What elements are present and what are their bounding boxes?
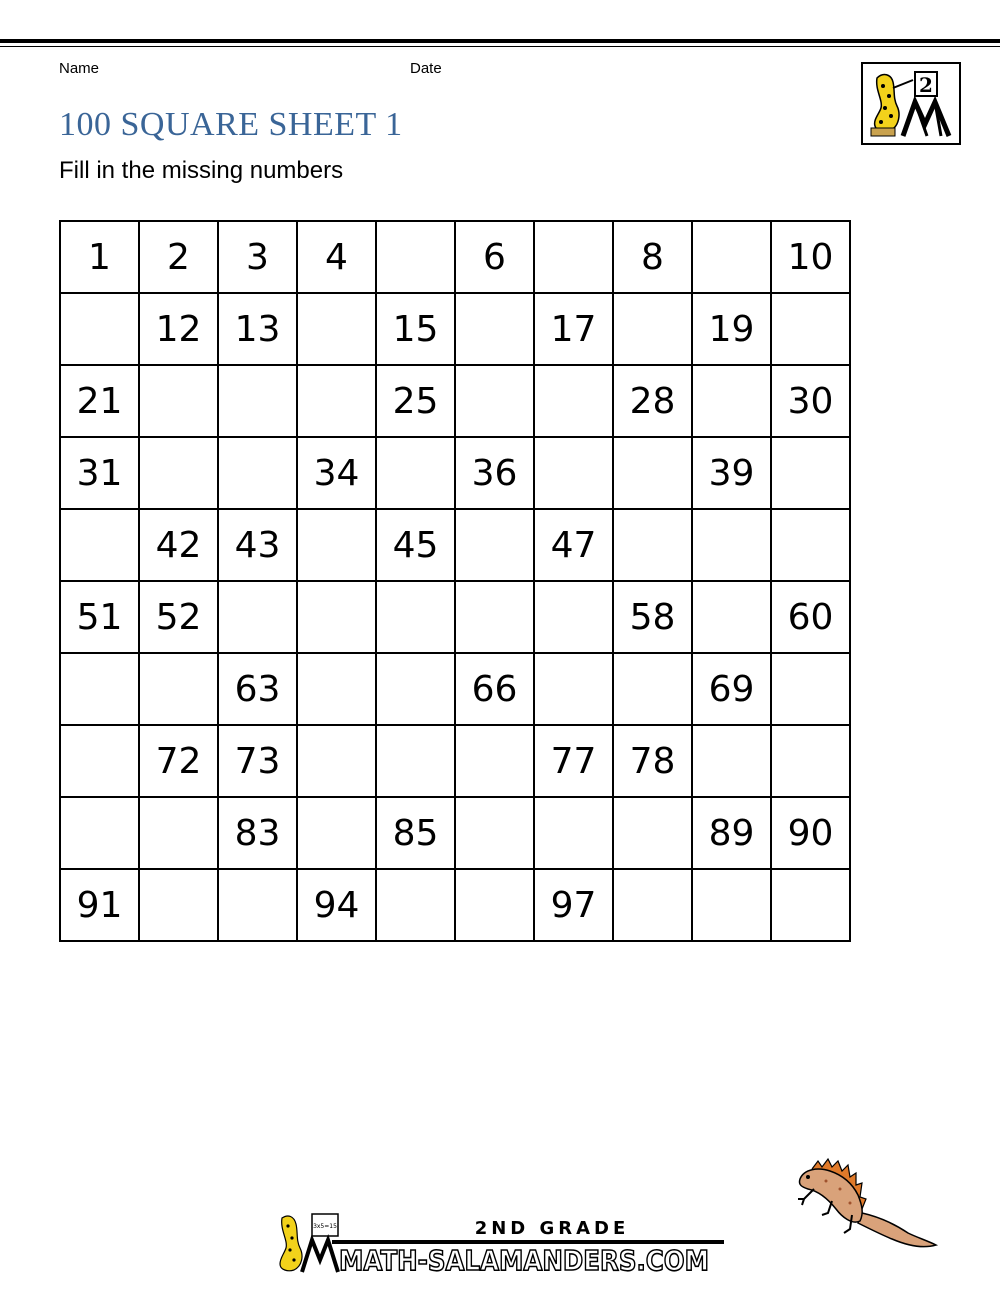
number-cell: 1 (60, 221, 139, 293)
blank-cell[interactable] (455, 725, 534, 797)
number-cell: 60 (771, 581, 850, 653)
blank-cell[interactable] (771, 653, 850, 725)
grid-body (60, 221, 850, 941)
grid-row (60, 293, 850, 365)
number-cell: 25 (376, 365, 455, 437)
number-cell: 2 (139, 221, 218, 293)
blank-cell[interactable] (455, 869, 534, 941)
grid-row (60, 509, 850, 581)
blank-cell[interactable] (376, 437, 455, 509)
blank-cell[interactable] (771, 293, 850, 365)
blank-cell[interactable] (297, 293, 376, 365)
number-cell: 8 (613, 221, 692, 293)
blank-cell[interactable] (455, 365, 534, 437)
blank-cell[interactable] (60, 725, 139, 797)
blank-cell[interactable] (60, 653, 139, 725)
number-cell: 43 (218, 509, 297, 581)
grid-row (60, 365, 850, 437)
blank-cell[interactable] (376, 653, 455, 725)
number-cell: 58 (613, 581, 692, 653)
blank-cell[interactable] (534, 797, 613, 869)
grid-row (60, 221, 850, 293)
blank-cell[interactable] (613, 797, 692, 869)
number-cell: 66 (455, 653, 534, 725)
blank-cell[interactable] (297, 581, 376, 653)
name-label: Name (59, 60, 100, 77)
blank-cell[interactable] (376, 581, 455, 653)
number-cell: 10 (771, 221, 850, 293)
blank-cell[interactable] (60, 797, 139, 869)
blank-cell[interactable] (376, 869, 455, 941)
blank-cell[interactable] (692, 581, 771, 653)
grid-row (60, 797, 850, 869)
number-cell: 52 (139, 581, 218, 653)
number-cell: 73 (218, 725, 297, 797)
salamander-icon (792, 1155, 940, 1251)
number-cell: 3 (218, 221, 297, 293)
grid-row (60, 437, 850, 509)
number-cell: 63 (218, 653, 297, 725)
number-cell: 85 (376, 797, 455, 869)
blank-cell[interactable] (139, 437, 218, 509)
blank-cell[interactable] (692, 869, 771, 941)
page-title: 100 SQUARE SHEET 1 (59, 106, 403, 143)
blank-cell[interactable] (376, 221, 455, 293)
number-cell: 36 (455, 437, 534, 509)
grade-digit: 2 (919, 73, 933, 97)
footer-site-logo (272, 1210, 728, 1276)
number-cell: 69 (692, 653, 771, 725)
blank-cell[interactable] (771, 509, 850, 581)
number-cell: 42 (139, 509, 218, 581)
number-cell: 21 (60, 365, 139, 437)
footer-grade-text: 2ND GRADE (474, 1218, 630, 1239)
number-cell: 6 (455, 221, 534, 293)
number-cell: 77 (534, 725, 613, 797)
blank-cell[interactable] (613, 437, 692, 509)
blank-cell[interactable] (692, 365, 771, 437)
blank-cell[interactable] (613, 293, 692, 365)
number-cell: 78 (613, 725, 692, 797)
blank-cell[interactable] (139, 797, 218, 869)
number-cell: 31 (60, 437, 139, 509)
number-cell: 97 (534, 869, 613, 941)
number-cell: 90 (771, 797, 850, 869)
blank-cell[interactable] (455, 797, 534, 869)
blank-cell[interactable] (455, 581, 534, 653)
blank-cell[interactable] (297, 365, 376, 437)
number-cell: 12 (139, 293, 218, 365)
footer-site-text: MATH-SALAMANDERS.COM (339, 1244, 709, 1276)
grade-logo (861, 62, 961, 145)
number-cell: 28 (613, 365, 692, 437)
number-cell: 94 (297, 869, 376, 941)
blank-cell[interactable] (692, 725, 771, 797)
blank-cell[interactable] (771, 869, 850, 941)
blank-cell[interactable] (692, 221, 771, 293)
number-cell: 4 (297, 221, 376, 293)
hundred-square-grid (59, 220, 851, 942)
blank-cell[interactable] (534, 653, 613, 725)
blank-cell[interactable] (534, 365, 613, 437)
grid-row (60, 653, 850, 725)
number-cell: 51 (60, 581, 139, 653)
blank-cell[interactable] (534, 221, 613, 293)
blank-cell[interactable] (376, 725, 455, 797)
number-cell: 15 (376, 293, 455, 365)
footer-salamander-icon (280, 1216, 302, 1271)
blank-cell[interactable] (139, 869, 218, 941)
number-cell: 30 (771, 365, 850, 437)
blank-cell[interactable] (60, 293, 139, 365)
blank-cell[interactable] (455, 509, 534, 581)
blank-cell[interactable] (218, 365, 297, 437)
blank-cell[interactable] (455, 293, 534, 365)
number-cell: 83 (218, 797, 297, 869)
salamander-teacher-logo-icon (863, 64, 959, 143)
blank-cell[interactable] (139, 365, 218, 437)
blank-cell[interactable] (297, 797, 376, 869)
blank-cell[interactable] (139, 653, 218, 725)
number-cell: 45 (376, 509, 455, 581)
date-label: Date (410, 60, 442, 77)
grid-row (60, 869, 850, 941)
number-cell: 91 (60, 869, 139, 941)
footer-board-text: 3x5=15 (313, 1223, 337, 1230)
number-cell: 13 (218, 293, 297, 365)
blank-cell[interactable] (297, 509, 376, 581)
blank-cell[interactable] (60, 509, 139, 581)
top-rule-thick (0, 39, 1000, 43)
grid-row (60, 725, 850, 797)
instructions: Fill in the missing numbers (59, 157, 344, 184)
blank-cell[interactable] (534, 581, 613, 653)
blank-cell[interactable] (218, 581, 297, 653)
number-cell: 89 (692, 797, 771, 869)
number-cell: 39 (692, 437, 771, 509)
blank-cell[interactable] (613, 509, 692, 581)
blank-cell[interactable] (613, 653, 692, 725)
blank-cell[interactable] (771, 725, 850, 797)
number-cell: 17 (534, 293, 613, 365)
blank-cell[interactable] (534, 437, 613, 509)
number-cell: 19 (692, 293, 771, 365)
blank-cell[interactable] (218, 437, 297, 509)
number-cell: 72 (139, 725, 218, 797)
number-cell: 47 (534, 509, 613, 581)
blank-cell[interactable] (771, 437, 850, 509)
number-cell: 34 (297, 437, 376, 509)
blank-cell[interactable] (218, 869, 297, 941)
blank-cell[interactable] (297, 725, 376, 797)
blank-cell[interactable] (613, 869, 692, 941)
top-rule-thin (0, 46, 1000, 47)
grid-row (60, 581, 850, 653)
blank-cell[interactable] (297, 653, 376, 725)
blank-cell[interactable] (692, 509, 771, 581)
